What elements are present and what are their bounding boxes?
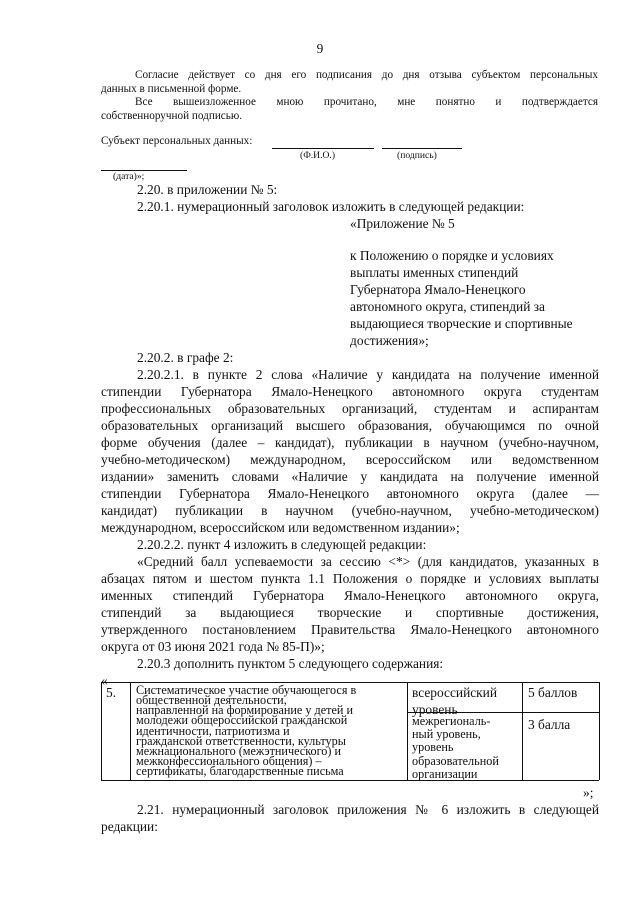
quote-line: именных стипендий Губернатора Ямало-Ненецкого автономного округа, bbox=[101, 588, 599, 603]
para-line: издании» заменить словами «Наличие у кандидата на получение именной bbox=[101, 469, 599, 484]
level-line: уровень bbox=[412, 702, 458, 717]
level-line: межрегиональ- bbox=[412, 714, 491, 728]
consent-line: Согласие действует со дня его подписания до дня отзыва субъектом персональных bbox=[135, 69, 598, 81]
appendix-subtitle-line: к Положению о порядке и условиях bbox=[350, 248, 554, 263]
points-cell: 3 балла bbox=[528, 717, 571, 732]
criteria-line: сертификаты, благодарственные письма bbox=[136, 764, 344, 778]
quote-line: утвержденного постановлением Правительства Ямало-Ненецкого автономного bbox=[101, 622, 599, 637]
para-line: профессиональных образовательных организаций, студентам и аспирантам bbox=[101, 401, 599, 416]
criteria-line: Систематическое участие обучающегося в bbox=[136, 683, 357, 697]
criteria-line: межнационального (межэтнического) и bbox=[136, 743, 342, 758]
page-number: 9 bbox=[316, 41, 324, 56]
item-2-20-2-2: 2.20.2.2. пункт 4 изложить в следующей редакции: bbox=[137, 537, 427, 552]
level-line: образовательной bbox=[412, 753, 499, 768]
para-line: учебно-методическом) международном, всероссийском или ведомственном bbox=[101, 452, 599, 467]
level-line: уровень bbox=[412, 740, 454, 755]
appendix-subtitle-line: выдающиеся творческие и спортивные bbox=[350, 316, 573, 331]
appendix-subtitle-line: выплаты именных стипендий bbox=[350, 265, 519, 280]
open-quote: « bbox=[101, 673, 108, 688]
item-2-20-1: 2.20.1. нумерационный заголовок изложить в следующей редакции: bbox=[137, 199, 525, 214]
para-line: стипендии Губернатора Ямало-Ненецкого автономного округа студентам bbox=[101, 384, 599, 399]
appendix-subtitle-line: Губернатора Ямало-Ненецкого bbox=[350, 282, 526, 297]
criteria-line: направленной на формирование у детей и bbox=[136, 703, 353, 718]
sign-caption: (подпись) bbox=[397, 150, 437, 161]
quote-line: округа от 03 июня 2021 года № 85-П)»; bbox=[101, 639, 325, 654]
table-row-number: 5. bbox=[106, 685, 117, 700]
para-line: форме обучения (далее – кандидат), публикации в научном (учебно-научном, bbox=[101, 435, 599, 450]
criteria-line: идентичности, патриотизма и bbox=[136, 723, 290, 738]
fio-underline bbox=[272, 148, 374, 149]
item-2-21-line: 2.21. нумерационный заголовок приложения № 6 изложить в следующей bbox=[137, 802, 599, 817]
criteria-line: общественной деятельности, bbox=[136, 693, 287, 708]
level-line: организации bbox=[412, 766, 478, 781]
para-line: международном, всероссийском или ведомственном издании»; bbox=[101, 520, 460, 535]
fio-caption: (Ф.И.О.) bbox=[300, 150, 336, 161]
points-cell: 5 баллов bbox=[528, 685, 578, 700]
subject-label: Субъект персональных данных: bbox=[101, 135, 253, 147]
criteria-line: межконфессионального общения) – bbox=[136, 753, 322, 768]
item-2-20-3: 2.20.3 дополнить пунктом 5 следующего содержания: bbox=[137, 656, 444, 671]
appendix-title: «Приложение № 5 bbox=[350, 216, 455, 231]
para-line: стипендии Губернатора Ямало-Ненецкого автономного округа (далее — bbox=[101, 486, 599, 501]
consent-line: данных в письменной форме. bbox=[101, 83, 242, 95]
criteria-line: гражданской ответственности, культуры bbox=[136, 733, 346, 748]
close-quote: »; bbox=[583, 785, 594, 800]
para-line: кандидат) публикации в научном (учебно-научном, учебно-методическом) bbox=[101, 503, 599, 518]
appendix-subtitle-line: автономного округа, стипендий за bbox=[350, 299, 545, 314]
level-line: всероссийский bbox=[412, 685, 498, 700]
appendix-subtitle-line: достижения»; bbox=[350, 333, 429, 348]
date-caption: (дата)»; bbox=[113, 171, 145, 182]
quote-line: стипендий за выдающиеся творческие и спортивные достижения, bbox=[101, 605, 599, 620]
criteria-line: молодежи общероссийской гражданской bbox=[136, 713, 348, 728]
consent-line: собственноручной подписью. bbox=[101, 110, 243, 122]
consent-line: Все вышеизложенное мною прочитано, мне понятно и подтверждается bbox=[135, 96, 598, 108]
quote-line: «Средний балл успеваемости за сессию <*> (для кандидатов, указанных в bbox=[137, 554, 599, 569]
item-2-21-line: редакции: bbox=[101, 819, 158, 834]
para-line: 2.20.2.1. в пункте 2 слова «Наличие у кандидата на получение именной bbox=[137, 367, 599, 382]
para-line: образовательных организаций высшего образования, обучающимся по очной bbox=[101, 418, 599, 433]
level-line: ный уровень, bbox=[412, 727, 481, 742]
item-2-20-2: 2.20.2. в графе 2: bbox=[137, 350, 234, 365]
quote-line: абзацах пятом и шестом пункта 1.1 Положения о порядке и условиях выплаты bbox=[101, 571, 599, 586]
sign-underline bbox=[382, 148, 462, 149]
item-2-20: 2.20. в приложении № 5: bbox=[137, 182, 278, 197]
